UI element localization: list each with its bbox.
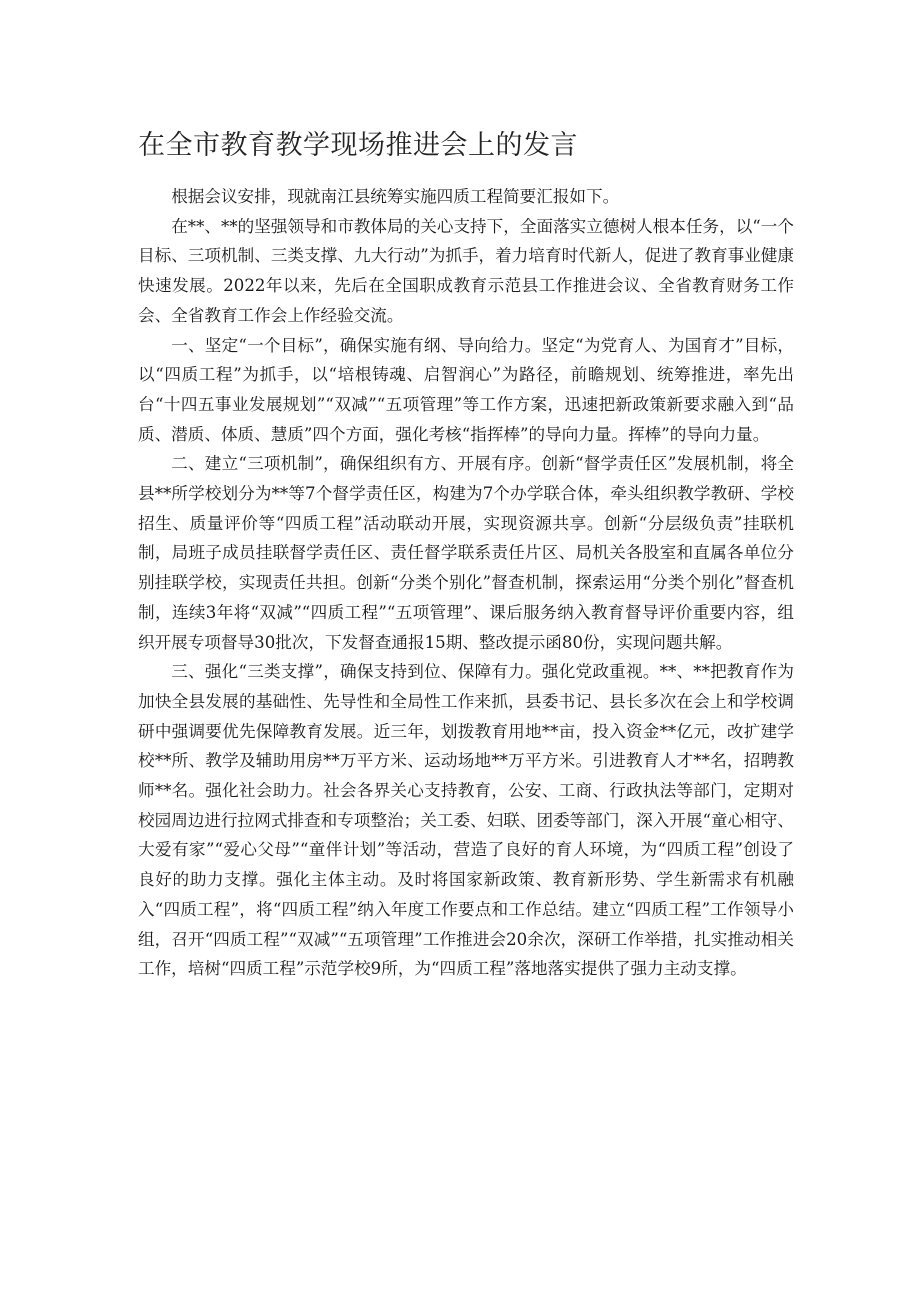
paragraph-section-two: 二、建立“三项机制”，确保组织有方、开展有序。创新“督学责任区”发展机制，将全县**所学校划分为**等7个督学责任区，构建为7个办学联合体，牵头组织教学教研、学校招生、质量评价等“四质工程”活动联动开展，实现资源共享。创新“分层级负责”挂联机制，局班子成员挂联督学责任区、责任督学联系责任片区、局机关各股室和直属各单位分别挂联学校，实现责任共担。创新“分类个别化”督查机制，探索运用“分类个别化”督查机制，连续3年将“双减”“四质工程”“五项管理”、课后服务纳入教育督导评价重要内容，组织开展专项督导30批次，下发督查通报15期、整改提示函80份，实现问题共解。 — [138, 454, 794, 652]
document-title: 在全市教育教学现场推进会上的发言 — [138, 130, 578, 161]
paragraph-intro: 根据会议安排，现就南江县统筹实施四质工程简要汇报如下。 — [171, 187, 620, 206]
paragraph-section-one: 一、坚定“一个目标”，确保实施有纲、导向给力。坚定“为党育人、为国育才”目标，以“四质工程”为抓手，以“培根铸魂、启智润心”为路径，前瞻规划、统筹推进，率先出台“十四五事业发展规划”“双减”“五项管理”等工作方案，迅速把新政策新要求融入到“品质、潜质、体质、慧质”四个方面，强化考核“指挥棒”的导向力量。挥棒”的导向力量。 — [138, 335, 794, 444]
paragraph-overview: 在**、**的坚强领导和市教体局的关心支持下，全面落实立德树人根本任务，以“一个目标、三项机制、三类支撑、九大行动”为抓手，着力培育时代新人，促进了教育事业健康快速发展。2022年以来，先后在全国职成教育示范县工作推进会议、全省教育财务工作会、全省教育工作会上作经验交流。 — [138, 216, 794, 325]
document-body — [138, 182, 794, 984]
paragraph-section-three: 三、强化“三类支撑”，确保支持到位、保障有力。强化党政重视。**、**把教育作为加快全县发展的基础性、先导性和全局性工作来抓，县委书记、县长多次在会上和学校调研中强调要优先保障教育发展。近三年，划拨教育用地**亩，投入资金**亿元，改扩建学校**所、教学及辅助用房**万平方米、运动场地**万平方米。引进教育人才**名，招聘教师**名。强化社会助力。社会各界关心支持教育，公安、工商、行政执法等部门，定期对校园周边进行拉网式排查和专项整治；关工委、妇联、团委等部门，深入开展“童心相守、大爱有家”“爱心父母”“童伴计划”等活动，营造了良好的育人环境，为“四质工程”创设了良好的助力支撑。强化主体主动。及时将国家新政策、教育新形势、学生新需求有机融入“四质工程”，将“四质工程”纳入年度工作要点和工作总结。建立“四质工程”工作领导小组，召开“四质工程”“双减”“五项管理”工作推进会20余次，深研工作举措，扎实推动相关工作，培树“四质工程”示范学校9所，为“四质工程”落地落实提供了强力主动支撑。 — [138, 662, 794, 979]
